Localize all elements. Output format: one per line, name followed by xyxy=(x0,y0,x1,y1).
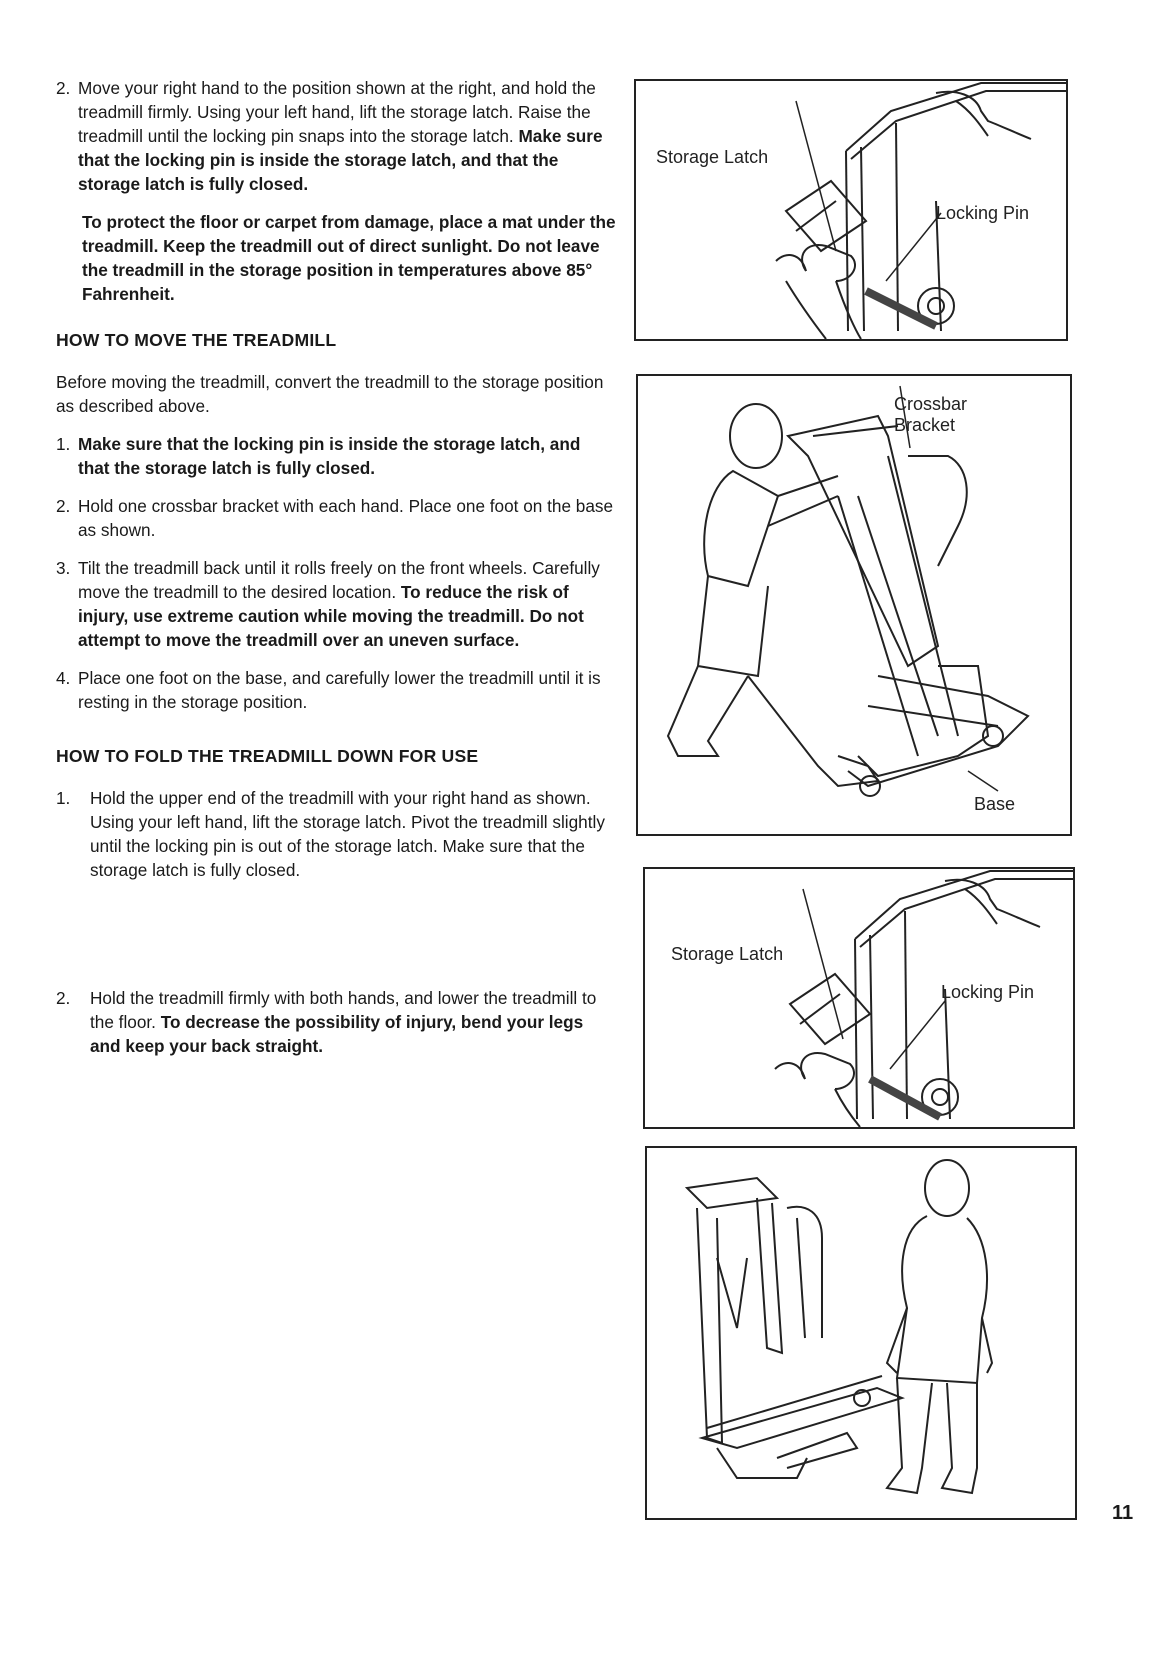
step-number: 2. xyxy=(56,78,71,98)
figure-storage-latch xyxy=(634,79,1068,341)
person-lowering-treadmill-illustration xyxy=(647,1148,1075,1518)
move-step-4 xyxy=(56,666,616,714)
label-storage-latch: Storage Latch xyxy=(656,147,769,167)
caution-paragraph xyxy=(56,210,616,306)
page-number: 11 xyxy=(1112,1502,1134,1524)
person-tilting-treadmill-illustration xyxy=(638,376,1070,834)
storage-step-2 xyxy=(56,76,616,196)
move-step-1 xyxy=(56,432,616,480)
step-number: 4. xyxy=(56,668,71,688)
fold-step-1 xyxy=(56,786,616,882)
fold-step-2 xyxy=(56,986,616,1058)
move-intro: Before moving the treadmill, convert the treadmill to the storage position as described above. xyxy=(56,372,604,416)
step-warning: To decrease the possibility of injury, bend your legs and keep your back straight. xyxy=(90,1012,584,1056)
step-text: Hold one crossbar bracket with each hand. Place one foot on the base as shown. xyxy=(78,496,614,540)
move-step-3 xyxy=(56,556,616,652)
move-section-heading: HOW TO MOVE THE TREADMILL xyxy=(56,330,337,350)
label-bracket: Bracket xyxy=(894,415,956,435)
caution-text: To protect the floor or carpet from damage, place a mat under the treadmill. Keep the treadmill out of direct sunlight. Do not leave the treadmill in the storage position in temperatures above 85° Fahrenheit. xyxy=(82,212,616,304)
step-number: 1. xyxy=(56,434,71,454)
step-text: Hold the treadmill firmly with both hands, and lower the treadmill to the floor. xyxy=(90,988,597,1032)
figure-lowering-treadmill xyxy=(645,1146,1077,1520)
step-number: 2. xyxy=(56,496,71,516)
instructions-column xyxy=(56,76,616,1072)
step-text: Move your right hand to the position shown at the right, and hold the treadmill firmly. Using your left hand, lift the storage latch. Raise the treadmill until the locking pin snaps into the storage latch. xyxy=(78,78,596,146)
step-text: Hold the upper end of the treadmill with your right hand as shown. Using your left hand, lift the storage latch. Pivot the treadmill slightly until the locking pin is out of the storage latch. Make sure that the storage latch is fully closed. xyxy=(90,788,605,880)
step-number: 2. xyxy=(56,988,71,1008)
step-number: 1. xyxy=(56,788,71,808)
move-step-2 xyxy=(56,494,616,542)
figure-moving-treadmill xyxy=(636,374,1072,836)
step-number: 3. xyxy=(56,558,71,578)
label-base: Base xyxy=(974,794,1016,814)
label-locking-pin: Locking Pin xyxy=(936,203,1030,223)
label-storage-latch: Storage Latch xyxy=(671,944,784,964)
step-warning: To reduce the risk of injury, use extreme caution while moving the treadmill. Do not attempt to move the treadmill over an uneven surface. xyxy=(78,582,584,650)
step-warning: Make sure that the locking pin is inside the storage latch, and that the storage latch is fully closed. xyxy=(78,434,581,478)
step-warning: Make sure that the locking pin is inside the storage latch, and that the storage latch is fully closed. xyxy=(78,126,603,194)
step-text: Place one foot on the base, and carefully lower the treadmill until it is resting in the storage position. xyxy=(78,668,601,712)
figure-fold-latch xyxy=(643,867,1075,1129)
fold-section-heading: HOW TO FOLD THE TREADMILL DOWN FOR USE xyxy=(56,746,479,766)
label-crossbar: Crossbar xyxy=(894,394,968,414)
label-locking-pin: Locking Pin xyxy=(941,982,1035,1002)
step-text: Tilt the treadmill back until it rolls freely on the front wheels. Carefully move the treadmill to the desired location. xyxy=(78,558,600,602)
